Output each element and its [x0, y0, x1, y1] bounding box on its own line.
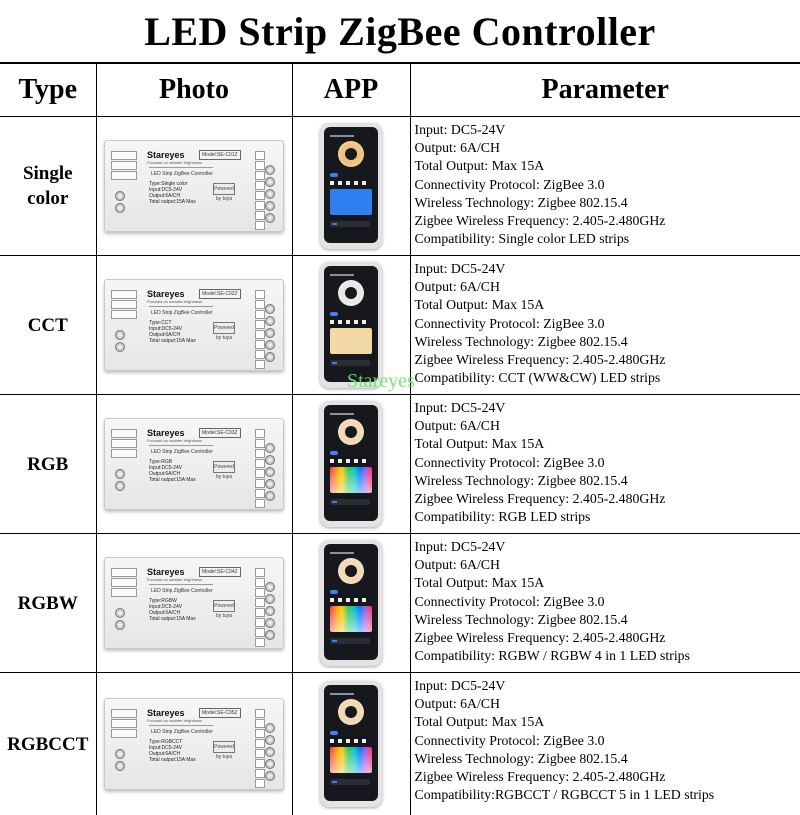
output-terminal-screws — [265, 580, 275, 642]
controller-info-line: Input:DC5-24V — [149, 745, 239, 751]
controller-brand: Stareyes — [147, 708, 185, 718]
parameter-line: Total Output: Max 15A — [415, 713, 800, 731]
controller-info-line: Input:DC5-24V — [149, 604, 239, 610]
brightness-dial — [338, 141, 364, 167]
parameter-line: Input: DC5-24V — [415, 260, 800, 278]
app-slider — [330, 499, 370, 505]
output-terminal-labels — [255, 709, 265, 781]
power-terminal-screws — [115, 606, 125, 632]
power-terminal-screws — [115, 747, 125, 773]
controller-info-line: Type:RGBCCT — [149, 739, 239, 745]
controller-info-line: Type:CCT — [149, 320, 239, 326]
app-header — [330, 135, 354, 137]
type-cell — [0, 395, 96, 534]
color-swatches — [330, 598, 370, 602]
output-terminal-labels — [255, 429, 265, 501]
controller-label-title: LED Strip ZigBee Controller — [151, 729, 213, 735]
controller-info-line: Output:6A/CH — [149, 610, 239, 616]
power-toggle — [330, 312, 338, 316]
controller-info-line: Type:RGB — [149, 459, 239, 465]
parameter-cell — [410, 673, 800, 815]
parameter-line: Connectivity Protocol: ZigBee 3.0 — [415, 732, 800, 750]
app-screen — [324, 405, 378, 521]
controller-model: Model:SE-C05Z — [199, 708, 241, 718]
table-row — [0, 673, 800, 815]
parameter-line: Compatibility:RGBCCT / RGBCCT 5 in 1 LED strips — [415, 786, 800, 804]
type-cell — [0, 117, 96, 256]
app-header — [330, 274, 354, 276]
controller-image — [104, 557, 284, 649]
divider — [149, 445, 213, 446]
tuya-logo: Powered by tuya — [213, 600, 235, 612]
power-terminal-screws — [115, 467, 125, 493]
type-cell — [0, 534, 96, 673]
parameter-line: Total Output: Max 15A — [415, 435, 800, 453]
controller-label-title: LED Strip ZigBee Controller — [151, 449, 213, 455]
parameter-line: Zigbee Wireless Frequency: 2.405-2.480GHz — [415, 768, 800, 786]
parameter-line: Compatibility: Single color LED strips — [415, 230, 800, 248]
phone-app-screenshot — [320, 681, 382, 807]
app-slider — [330, 779, 370, 785]
tuya-logo: Powered by tuya — [213, 183, 235, 195]
brightness-dial — [338, 280, 364, 306]
controller-info-line: Total output:15A Max — [149, 757, 239, 763]
table-row — [0, 534, 800, 673]
color-swatches — [330, 739, 370, 743]
photo-cell — [96, 395, 292, 534]
header-type: Type — [0, 64, 96, 117]
phone-app-screenshot — [320, 540, 382, 666]
parameter-line: Total Output: Max 15A — [415, 157, 800, 175]
parameter-line: Total Output: Max 15A — [415, 296, 800, 314]
power-toggle — [330, 731, 338, 735]
controller-info-line: Total output:15A Max — [149, 338, 239, 344]
watermark: Stareyes — [347, 370, 415, 393]
parameter-line: Compatibility: RGBW / RGBW 4 in 1 LED strips — [415, 647, 800, 665]
controller-info-line: Output:6A/CH — [149, 471, 239, 477]
app-screen — [324, 266, 378, 382]
parameter-line: Zigbee Wireless Frequency: 2.405-2.480GHz — [415, 351, 800, 369]
parameter-line: Wireless Technology: Zigbee 802.15.4 — [415, 194, 800, 212]
type-label: RGBCCT — [0, 732, 96, 757]
parameter-line: Output: 6A/CH — [415, 417, 800, 435]
controller-image — [104, 698, 284, 790]
output-terminal-screws — [265, 163, 275, 225]
parameter-line: Input: DC5-24V — [415, 677, 800, 695]
brightness-dial — [338, 699, 364, 725]
controller-model: Model:SE-C03Z — [199, 428, 241, 438]
parameter-line: Compatibility: RGB LED strips — [415, 508, 800, 526]
header-parameter: Parameter — [410, 64, 800, 117]
color-swatches — [330, 459, 370, 463]
controller-label-title: LED Strip ZigBee Controller — [151, 588, 213, 594]
parameter-line: Wireless Technology: Zigbee 802.15.4 — [415, 472, 800, 490]
parameter-line: Output: 6A/CH — [415, 695, 800, 713]
color-panel — [330, 328, 372, 354]
controller-subtitle: Focused on smarter brightness — [147, 160, 202, 165]
controller-brand: Stareyes — [147, 428, 185, 438]
output-terminal-labels — [255, 568, 265, 640]
parameter-line: Wireless Technology: Zigbee 802.15.4 — [415, 611, 800, 629]
output-terminal-screws — [265, 721, 275, 783]
parameter-line: Connectivity Protocol: ZigBee 3.0 — [415, 315, 800, 333]
divider — [149, 306, 213, 307]
spec-table — [0, 64, 800, 815]
color-swatches — [330, 320, 370, 324]
app-header — [330, 413, 354, 415]
type-label: RGBW — [0, 591, 96, 616]
parameter-line: Input: DC5-24V — [415, 538, 800, 556]
output-terminal-labels — [255, 290, 265, 362]
divider — [149, 725, 213, 726]
controller-model: Model:SE-C01Z — [199, 150, 241, 160]
parameter-line: Output: 6A/CH — [415, 139, 800, 157]
output-terminal-labels — [255, 151, 265, 223]
controller-info-line: Total output:15A Max — [149, 477, 239, 483]
photo-cell — [96, 673, 292, 815]
brightness-dial — [338, 419, 364, 445]
tuya-logo: Powered by tuya — [213, 322, 235, 334]
controller-info-line: Input:DC5-24V — [149, 187, 239, 193]
app-cell — [292, 395, 410, 534]
tuya-logo: Powered by tuya — [213, 461, 235, 473]
app-screen — [324, 127, 378, 243]
power-terminal-screws — [115, 328, 125, 354]
app-cell — [292, 117, 410, 256]
parameter-cell — [410, 256, 800, 395]
phone-app-screenshot — [320, 401, 382, 527]
parameter-line: Connectivity Protocol: ZigBee 3.0 — [415, 454, 800, 472]
app-slider — [330, 221, 370, 227]
controller-info-line: Total output:15A Max — [149, 199, 239, 205]
photo-cell — [96, 256, 292, 395]
color-swatches — [330, 181, 370, 185]
controller-info-line: Type:Single color — [149, 181, 239, 187]
power-toggle — [330, 173, 338, 177]
type-cell — [0, 256, 96, 395]
type-label: Single — [0, 161, 96, 186]
app-cell — [292, 534, 410, 673]
parameter-line: Compatibility: CCT (WW&CW) LED strips — [415, 369, 800, 387]
controller-subtitle: Focused on smarter brightness — [147, 299, 202, 304]
controller-subtitle: Focused on smarter brightness — [147, 577, 202, 582]
output-terminal-screws — [265, 441, 275, 503]
controller-info-line: Input:DC5-24V — [149, 465, 239, 471]
power-toggle — [330, 590, 338, 594]
controller-model: Model:SE-C02Z — [199, 289, 241, 299]
controller-image — [104, 418, 284, 510]
power-terminal-screws — [115, 189, 125, 215]
parameter-cell — [410, 534, 800, 673]
output-terminal-screws — [265, 302, 275, 364]
controller-label-title: LED Strip ZigBee Controller — [151, 171, 213, 177]
parameter-line: Zigbee Wireless Frequency: 2.405-2.480GHz — [415, 490, 800, 508]
table-row — [0, 117, 800, 256]
parameter-cell — [410, 117, 800, 256]
controller-subtitle: Focused on smarter brightness — [147, 438, 202, 443]
app-header — [330, 552, 354, 554]
color-panel — [330, 467, 372, 493]
type-label: CCT — [0, 313, 96, 338]
divider — [149, 584, 213, 585]
type-label: RGB — [0, 452, 96, 477]
type-cell — [0, 673, 96, 815]
parameter-line: Wireless Technology: Zigbee 802.15.4 — [415, 333, 800, 351]
controller-subtitle: Focused on smarter brightness — [147, 718, 202, 723]
controller-brand: Stareyes — [147, 567, 185, 577]
app-slider — [330, 638, 370, 644]
header-app: APP — [292, 64, 410, 117]
table-row — [0, 395, 800, 534]
controller-info-line: Output:6A/CH — [149, 751, 239, 757]
app-screen — [324, 685, 378, 801]
parameter-line: Input: DC5-24V — [415, 121, 800, 139]
color-panel — [330, 606, 372, 632]
brightness-dial — [338, 558, 364, 584]
phone-app-screenshot — [320, 123, 382, 249]
parameter-line: Zigbee Wireless Frequency: 2.405-2.480GHz — [415, 212, 800, 230]
parameter-line: Connectivity Protocol: ZigBee 3.0 — [415, 593, 800, 611]
controller-brand: Stareyes — [147, 150, 185, 160]
power-toggle — [330, 451, 338, 455]
parameter-line: Zigbee Wireless Frequency: 2.405-2.480GHz — [415, 629, 800, 647]
controller-info-line: Output:6A/CH — [149, 193, 239, 199]
app-header — [330, 693, 354, 695]
app-slider — [330, 360, 370, 366]
parameter-line: Output: 6A/CH — [415, 278, 800, 296]
type-label: color — [0, 186, 96, 211]
app-cell — [292, 673, 410, 815]
controller-brand: Stareyes — [147, 289, 185, 299]
controller-info-line: Input:DC5-24V — [149, 326, 239, 332]
parameter-cell — [410, 395, 800, 534]
controller-info-line: Type:RGBW — [149, 598, 239, 604]
controller-image — [104, 140, 284, 232]
controller-info-line: Total output:15A Max — [149, 616, 239, 622]
parameter-line: Wireless Technology: Zigbee 802.15.4 — [415, 750, 800, 768]
controller-model: Model:SE-C04Z — [199, 567, 241, 577]
parameter-line: Total Output: Max 15A — [415, 574, 800, 592]
controller-info-line: Output:6A/CH — [149, 332, 239, 338]
color-panel — [330, 747, 372, 773]
color-panel — [330, 189, 372, 215]
header-photo: Photo — [96, 64, 292, 117]
parameter-line: Connectivity Protocol: ZigBee 3.0 — [415, 176, 800, 194]
photo-cell — [96, 534, 292, 673]
parameter-line: Input: DC5-24V — [415, 399, 800, 417]
page-title: LED Strip ZigBee Controller — [0, 0, 800, 64]
parameter-line: Output: 6A/CH — [415, 556, 800, 574]
controller-label-title: LED Strip ZigBee Controller — [151, 310, 213, 316]
divider — [149, 167, 213, 168]
app-screen — [324, 544, 378, 660]
controller-image — [104, 279, 284, 371]
tuya-logo: Powered by tuya — [213, 741, 235, 753]
photo-cell — [96, 117, 292, 256]
